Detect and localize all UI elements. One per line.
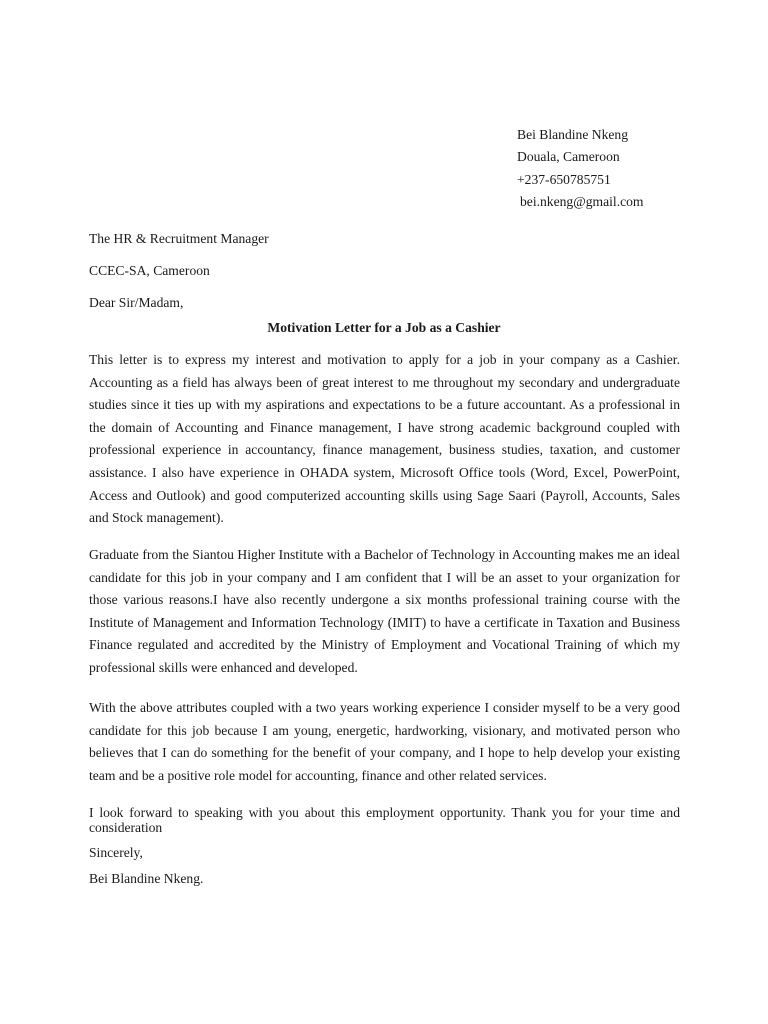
body-paragraph-1: This letter is to express my interest and motivation to apply for a job in your company as a Cashier. Accounting as a field has always been of great interest to me throughout my secondary and undergraduate studies since it ties up with my aspirations and expectations to be a future accountant. As a professional in the domain of Accounting and Finance management, I have strong academic background coupled with professional experience in accountancy, finance management, business studies, taxation, and customer assistance. I also have experience in OHADA system, Microsoft Office tools (Word, Excel, PowerPoint, Access and Outlook) and good computerized accounting skills using Sage Saari (Payroll, Accounts, Sales and Stock management). [89,352,680,526]
sender-phone: +237-650785751 [517,171,611,187]
signature-name: Bei Blandine Nkeng. [89,871,204,886]
recipient-title: The HR & Recruitment Manager [89,231,269,246]
sender-email: bei.nkeng@gmail.com [520,194,644,210]
body-paragraph-3: With the above attributes coupled with a two years working experience I consider myself to be a very good candidate for this job because I am young, energetic, hardworking, visionary, and motivated person who believes that I can do something for the benefit of your company, and I hope to help develop your existing team and be a positive role model for accounting, finance and other related services. [89,700,680,783]
sender-city: Douala, Cameroon [517,149,620,165]
letter-subject: Motivation Letter for a Job as a Cashier [267,320,501,335]
body-paragraph-4: I look forward to speaking with you about this employment opportunity. Thank you for your time and consideration [89,805,680,835]
sender-name: Bei Blandine Nkeng [517,127,628,142]
closing: Sincerely, [89,845,143,860]
recipient-company: CCEC-SA, Cameroon [89,263,210,278]
sender-address-block [517,124,644,214]
body-paragraph-2: Graduate from the Siantou Higher Institute with a Bachelor of Technology in Accounting makes me an ideal candidate for this job in your company and I am confident that I will be an asset to your organization for those various reasons.I have also recently undergone a six months professional training course with the Institute of Management and Information Technology (IMIT) to have a certificate in Taxation and Business Finance regulated and accredited by the Ministry of Employment and Vocational Training of which my professional skills were enhanced and developed. [89,547,680,675]
salutation: Dear Sir/Madam, [89,295,184,310]
